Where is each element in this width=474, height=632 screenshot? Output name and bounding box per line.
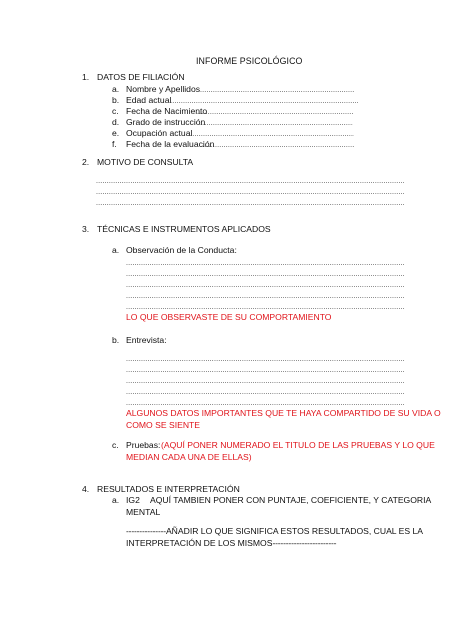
observacion-letter: a.: [112, 245, 120, 255]
filiacion-label-evaluacion: Fecha de la evaluación: [126, 139, 215, 149]
observacion-blank-line[interactable]: [126, 268, 404, 277]
interpretacion-text-1: AÑADIR LO QUE SIGNIFICA ESTOS RESULTADOS, CUAL ES LA: [165, 526, 424, 536]
resultados-letter: a.: [112, 495, 120, 505]
motivo-blank-line[interactable]: [96, 175, 404, 184]
entrevista-blank-line[interactable]: [126, 364, 404, 373]
section-2-heading: MOTIVO DE CONSULTA: [97, 157, 194, 167]
filiacion-blank-ocupacion[interactable]: [188, 128, 354, 137]
section-3-number: 3.: [82, 224, 90, 234]
filiacion-label-grado: Grado de instrucción: [126, 117, 206, 127]
interpretacion-suffix-dashes: ------------------------: [272, 538, 337, 548]
filiacion-letter-a: a.: [112, 84, 120, 94]
entrevista-blank-line[interactable]: [126, 386, 404, 395]
filiacion-letter-e: e.: [112, 128, 120, 138]
observacion-blank-line[interactable]: [126, 290, 404, 299]
resultados-text-line-2: MENTAL: [126, 507, 161, 517]
pruebas-label: Pruebas:: [126, 440, 161, 450]
filiacion-label-ocupacion: Ocupación actual: [126, 128, 193, 138]
filiacion-blank-evaluacion[interactable]: [200, 139, 354, 148]
filiacion-label-nombre: Nombre y Apellidos: [126, 84, 201, 94]
observacion-blank-line[interactable]: [126, 279, 404, 288]
motivo-blank-line[interactable]: [96, 186, 404, 195]
filiacion-letter-f: f.: [112, 139, 117, 149]
pruebas-letter: c.: [112, 440, 119, 450]
interpretacion-line-2: [126, 538, 336, 548]
filiacion-blank-nacimiento[interactable]: [197, 106, 354, 115]
section-2-number: 2.: [82, 157, 90, 167]
pruebas-note-line-2: MEDIAN CADA UNA DE ELLAS): [126, 452, 252, 462]
observacion-blank-line[interactable]: [126, 301, 404, 310]
entrevista-note-line-2: COMO SE SIENTE: [126, 420, 201, 430]
filiacion-letter-d: d.: [112, 117, 120, 127]
pruebas-note-line-1: (AQUÍ PONER NUMERADO EL TITULO DE LAS PRUEBAS Y LO QUE: [161, 440, 435, 450]
filiacion-letter-b: b.: [112, 95, 120, 105]
entrevista-letter: b.: [112, 335, 120, 345]
filiacion-label-nacimiento: Fecha de Nacimiento: [126, 106, 208, 116]
entrevista-blank-line[interactable]: [126, 375, 404, 384]
interpretacion-prefix-dashes: ---------------: [126, 526, 166, 536]
filiacion-label-edad: Edad actual: [126, 95, 172, 105]
document-title: INFORME PSICOLÓGICO: [196, 56, 303, 66]
section-3-heading: TÉCNICAS E INSTRUMENTOS APLICADOS: [97, 224, 271, 234]
entrevista-blank-line[interactable]: [126, 353, 404, 362]
interpretacion-line-1: [126, 526, 423, 536]
observacion-label: Observación de la Conducta:: [126, 245, 237, 255]
resultados-code: IG2: [126, 495, 140, 505]
section-1-heading: DATOS DE FILIACIÓN: [97, 72, 185, 82]
motivo-blank-line[interactable]: [96, 197, 404, 206]
filiacion-blank-grado[interactable]: [200, 117, 353, 126]
interpretacion-text-2: INTERPRETACIÓN DE LOS MISMOS: [126, 538, 273, 548]
filiacion-letter-c: c.: [112, 106, 119, 116]
entrevista-blank-line[interactable]: [126, 397, 404, 406]
section-4-heading: RESULTADOS E INTERPRETACIÓN: [97, 484, 240, 494]
filiacion-blank-edad[interactable]: [168, 95, 358, 104]
entrevista-label: Entrevista:: [126, 335, 167, 345]
observacion-blank-line[interactable]: [126, 257, 404, 266]
section-4-number: 4.: [82, 484, 90, 494]
section-1-number: 1.: [82, 72, 90, 82]
resultados-text-line-1: AQUÍ TAMBIEN PONER CON PUNTAJE, COEFICIENTE, Y CATEGORIA: [150, 495, 432, 505]
filiacion-blank-nombre[interactable]: [200, 84, 355, 93]
observacion-note: LO QUE OBSERVASTE DE SU COMPORTAMIENTO: [126, 312, 332, 322]
entrevista-note-line-1: ALGUNOS DATOS IMPORTANTES QUE TE HAYA COMPARTIDO DE SU VIDA O: [126, 408, 441, 418]
